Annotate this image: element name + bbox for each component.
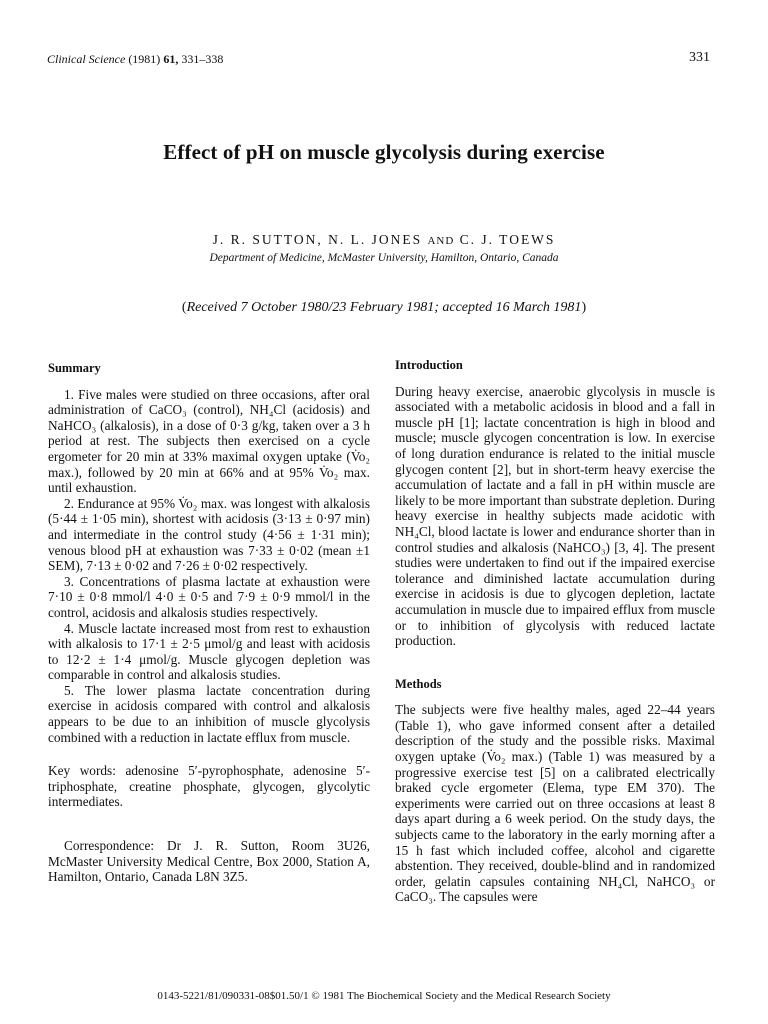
- journal-name: Clinical Science: [47, 52, 126, 66]
- received-text: Received 7 October 1980/23 February 1981; accepted 16 March 1981: [186, 300, 582, 315]
- summary-point-5: 5. The lower plasma lactate concentration during exercise in acidosis compared with control and alkalosis appears to be due to an inhibition of muscle glycolysis combined with a reduction in lactate efflux from muscle.: [48, 682, 370, 745]
- introduction-text: During heavy exercise, anaerobic glycolysis in muscle is associated with a metabolic acidosis in blood and a fall in muscle pH [1]; lactate concentration is high in blood and muscle; muscle glycogen concentration is low. In exercise of long duration endurance is related to the initial muscle glycogen content [2], but in short-term heavy exercise the accumulation of lactate and a fall in pH within muscle are likely to be more important than substrate depletion. During heavy exercise in healthy subjects made acidotic with NH₄Cl, blood lactate is lower and endurance shorter than in control studies and alkalosis (NaHCO₃) [3, 4]. The present studies were undertaken to find out if the impaired exercise tolerance and diminished lactate accumulation during exercise in acidosis is due to glycogen depletion, lactate accumulation in muscle due to impaired efflux from muscle or to inhibition of glycolysis with reduced lactate production.: [395, 383, 715, 649]
- right-column: [395, 358, 715, 905]
- authors-first: J. R. SUTTON, N. L. JONES: [212, 232, 428, 247]
- article-title: Effect of pH on muscle glycolysis during exercise: [163, 140, 605, 164]
- affiliation: Department of Medicine, McMaster University, Hamilton, Ontario, Canada: [209, 252, 559, 264]
- left-column: [48, 361, 370, 885]
- journal-pages: 331–338: [181, 52, 224, 66]
- journal-citation: [47, 52, 223, 67]
- author-list: [0, 232, 768, 248]
- page-number: 331: [689, 50, 710, 65]
- methods-heading: Methods: [395, 676, 442, 691]
- received-dates: [0, 300, 768, 316]
- received-open-paren: (: [181, 300, 187, 315]
- introduction-heading: Introduction: [395, 358, 463, 372]
- key-words: Key words: adenosine 5′-pyrophosphate, adenosine 5′-triphosphate, creatine phosphate, glycogen, glycolytic intermediates.: [48, 763, 370, 810]
- summary-point-2: 2. Endurance at 95% V̇o₂ max. was longest with alkalosis (5·44 ± 1·05 min), shortest with acidosis (3·13 ± 0·97 min) and intermediate in the control study (4·56 ± 1·31 min); venous blood pH at exhaustion was 7·33 ± 0·02 (mean ±1 SEM), 7·13 ± 0·02 and 7·26 ± 0·02 respectively.: [48, 495, 370, 574]
- authors-last: C. J. TOEWS: [454, 232, 556, 247]
- summary-heading: Summary: [48, 361, 101, 375]
- methods-text: The subjects were five healthy males, aged 22–44 years (Table 1), who gave informed consent after a detailed description of the study and the possible risks. Maximal oxygen uptake (V̇o₂ max.) (Table 1) was measured by a progressive exercise test [5] on a calibrated electrically braked cycle ergometer (Elema, type EM 370). The experiments were carried out on three occasions at least 8 days apart during a 6 week period. On the study days, the subjects came to the laboratory in the early morning after a 15 h fast which included coffee, alcohol and cigarette abstention. They received, double-blind and in randomized order, gelatin capsules containing NH₄Cl, NaHCO₃ or CaCO₃. The capsules were: [395, 702, 715, 905]
- correspondence: Correspondence: Dr J. R. Sutton, Room 3U26, McMaster University Medical Centre, Box 2000, Station A, Hamilton, Ontario, Canada L8N 3Z5.: [48, 838, 370, 885]
- received-close-paren: ): [581, 300, 587, 315]
- summary-point-3: 3. Concentrations of plasma lactate at exhaustion were 7·10 ± 0·8 mmol/l 4·0 ± 0·5 and 7·9 ± 0·9 mmol/l in the control, acidosis and alkalosis studies respectively.: [48, 573, 370, 620]
- journal-volume: 61,: [163, 52, 179, 66]
- copyright-footer: 0143-5221/81/090331-08$01.50/1 © 1981 The Biochemical Society and the Medical Research Society: [157, 990, 611, 1002]
- summary-point-4: 4. Muscle lactate increased most from rest to exhaustion with alkalosis to 17·1 ± 2·5 μmol/g and least with acidosis to 12·2 ± 1·4 μmol/g. Muscle glycogen depletion was comparable in control and alkalosis studies.: [48, 620, 370, 683]
- summary-point-1: 1. Five males were studied on three occasions, after oral administration of CaCO₃ (control), NH₄Cl (acidosis) and NaHCO₃ (alkalosis), in a dose of 0·3 g/kg, taken over a 3 h period at rest. The subjects then exercised on a cycle ergometer for 20 min at 33% maximal oxygen uptake (V̇o₂ max.), followed by 20 min at 66% and at 95% V̇o₂ max. until exhaustion.: [48, 386, 370, 496]
- authors-and: AND: [427, 235, 455, 247]
- journal-year: (1981): [128, 52, 161, 66]
